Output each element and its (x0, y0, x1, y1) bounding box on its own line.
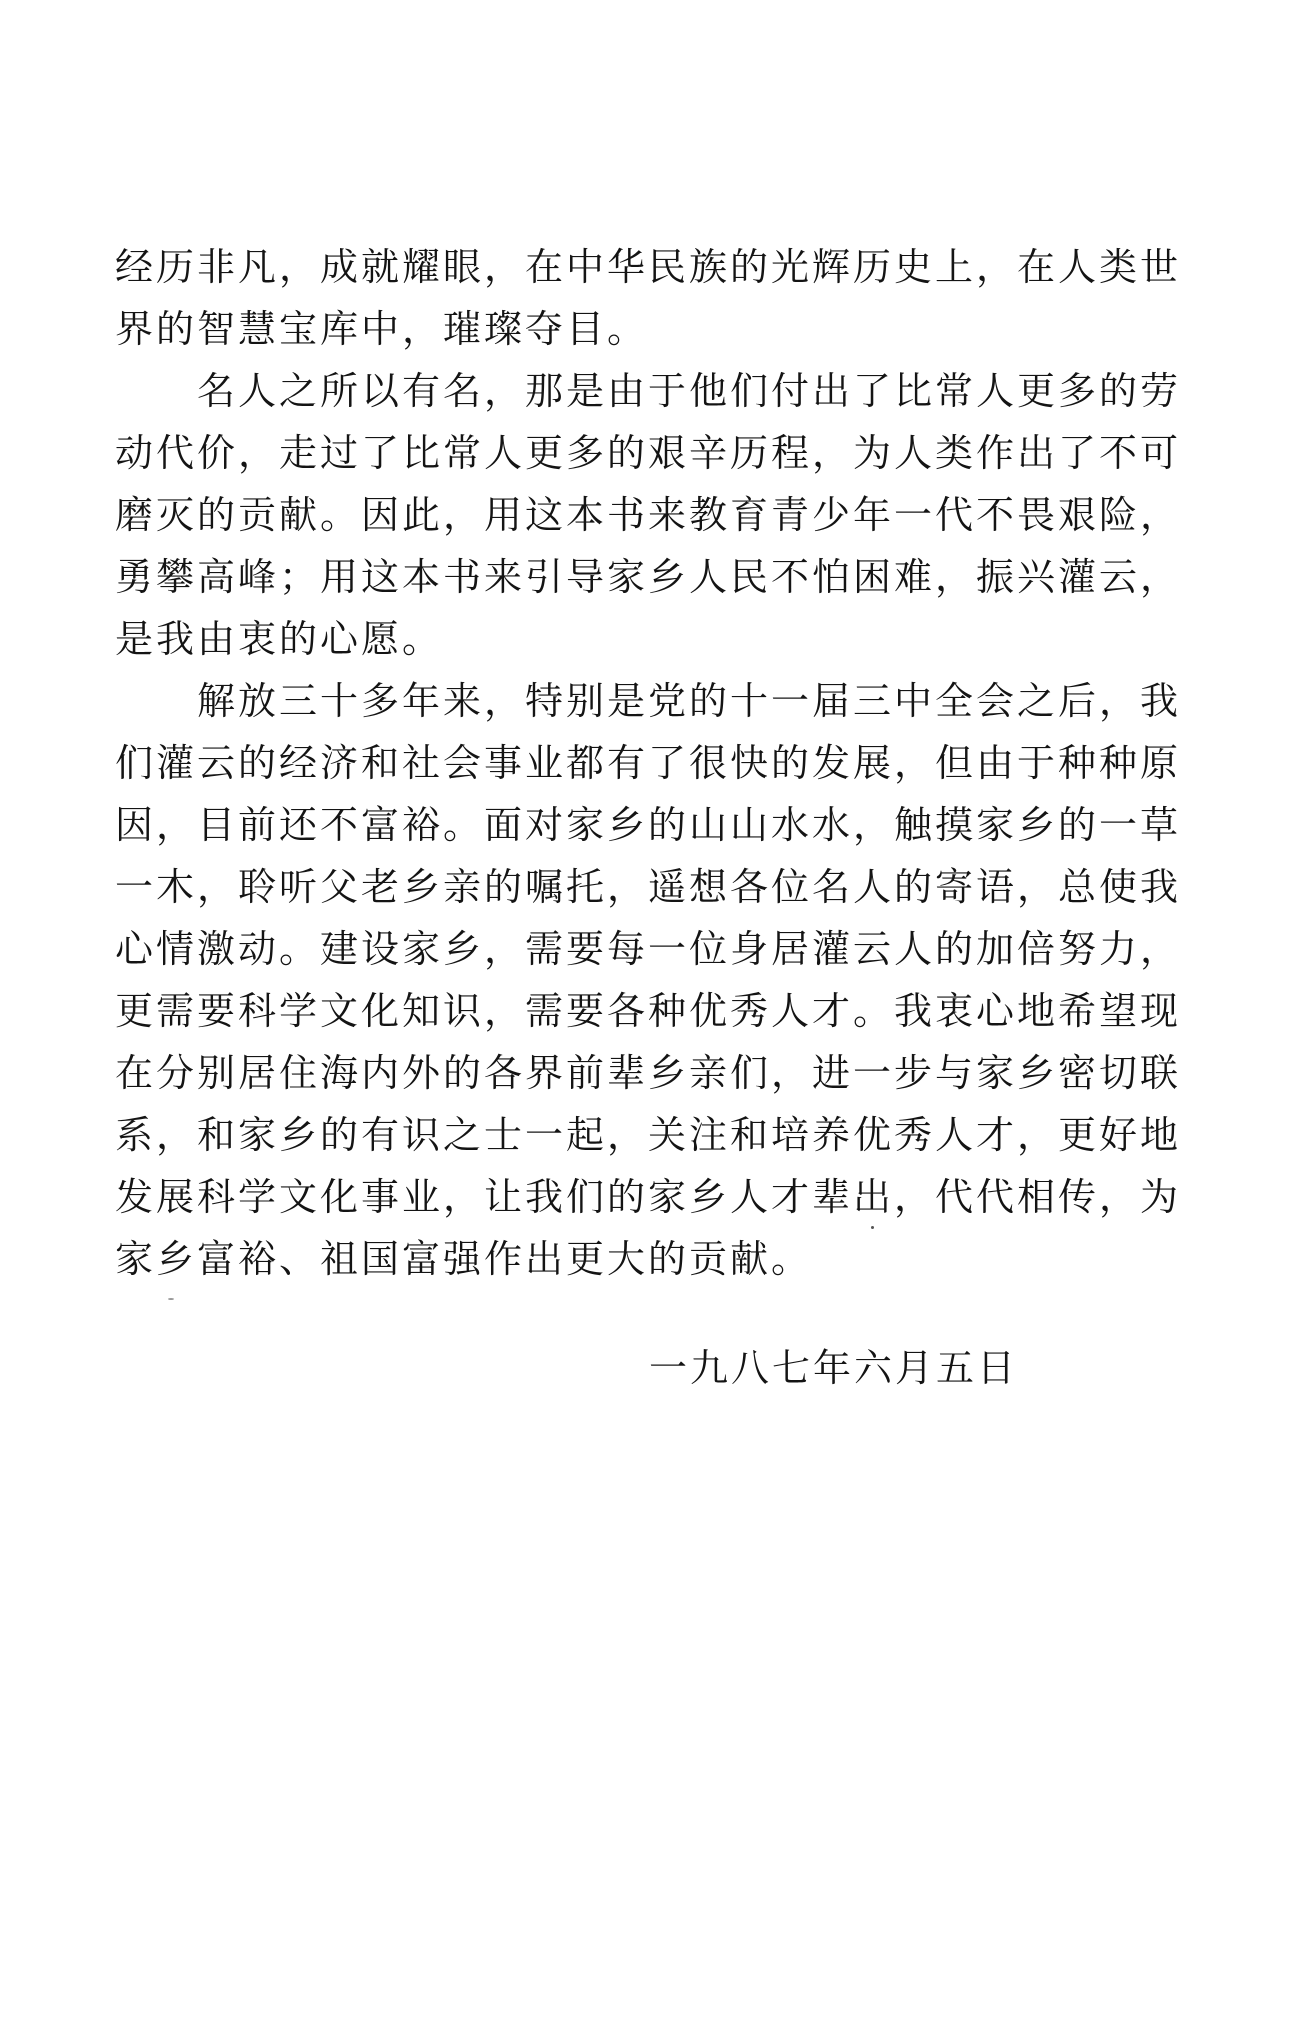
signature-date: 一九八七年六月五日 (649, 1346, 1019, 1390)
scan-speck (168, 1298, 174, 1300)
text-line: 心情激动。建设家乡，需要每一位身居灌云人的加倍努力， (115, 927, 1182, 971)
text-line: 动代价，走过了比常人更多的艰辛历程，为人类作出了不可 (115, 431, 1182, 475)
text-line: 一木，聆听父老乡亲的嘱托，遥想各位名人的寄语，总使我 (115, 865, 1182, 909)
text-line: 发展科学文化事业，让我们的家乡人才辈出，代代相传，为 (115, 1175, 1182, 1219)
text-line: 勇攀高峰；用这本书来引导家乡人民不怕困难，振兴灌云， (115, 555, 1182, 599)
text-line: 们灌云的经济和社会事业都有了很快的发展，但由于种种原 (115, 741, 1182, 785)
text-line: 更需要科学文化知识，需要各种优秀人才。我衷心地希望现 (115, 989, 1182, 1033)
paragraph (115, 670, 1235, 1290)
text-line: 家乡富裕、祖国富强作出更大的贡献。 (115, 1237, 813, 1281)
scan-speck (871, 1226, 874, 1229)
body-text (115, 236, 1235, 1290)
paragraph (115, 360, 1235, 670)
text-line: 系，和家乡的有识之士一起，关注和培养优秀人才，更好地 (115, 1113, 1182, 1157)
text-line: 在分别居住海内外的各界前辈乡亲们，进一步与家乡密切联 (115, 1051, 1182, 1095)
text-line: 名人之所以有名，那是由于他们付出了比常人更多的劳 (197, 369, 1182, 413)
text-line: 经历非凡，成就耀眼，在中华民族的光辉历史上，在人类世 (115, 245, 1182, 289)
paragraph (115, 236, 1235, 360)
text-line: 解放三十多年来，特别是党的十一届三中全会之后，我 (197, 679, 1182, 723)
text-line: 是我由衷的心愿。 (115, 617, 444, 661)
text-line: 磨灭的贡献。因此，用这本书来教育青少年一代不畏艰险， (115, 493, 1182, 537)
text-line: 因，目前还不富裕。面对家乡的山山水水，触摸家乡的一草 (115, 803, 1182, 847)
text-line: 界的智慧宝库中，璀璨夺目。 (115, 307, 649, 351)
